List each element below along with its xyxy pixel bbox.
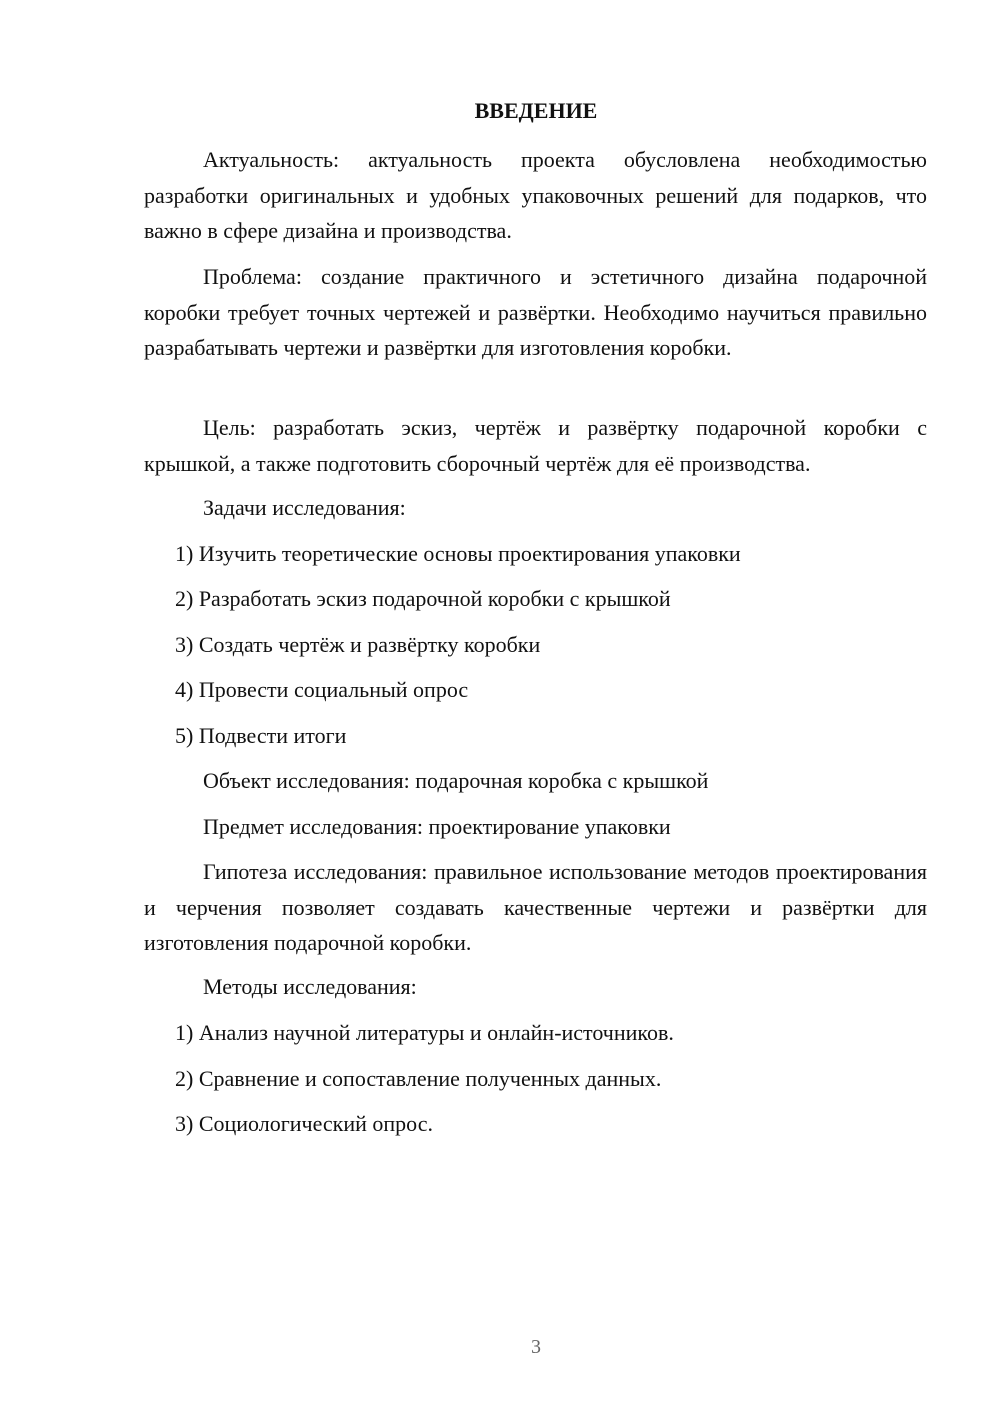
hypothesis-text: Гипотеза исследования: правильное использование методов проектирования и черчения позволяет создавать качественные чертежи и развёртки для изготовления подарочной коробки. — [144, 859, 927, 955]
tasks-list-item-4 — [144, 672, 927, 708]
page-number: 3 — [531, 1336, 541, 1358]
page-title: ВВЕДЕНИЕ — [474, 98, 598, 123]
relevance-text: Актуальность: актуальность проекта обусловлена необходимостью разработки оригинальных и удобных упаковочных решений для подарков, что важно в сфере дизайна и производства. — [144, 147, 927, 243]
object-text: Объект исследования: подарочная коробка с крышкой — [203, 768, 709, 793]
list-item: 2) Разработать эскиз подарочной коробки с крышкой — [175, 586, 671, 611]
tasks-list-item-1 — [144, 536, 927, 572]
list-item: 5) Подвести итоги — [175, 723, 347, 748]
subject-text: Предмет исследования: проектирование упаковки — [203, 814, 671, 839]
problem-text: Проблема: создание практичного и эстетичного дизайна подарочной коробки требует точных чертежей и развёртки. Необходимо научиться правильно разрабатывать чертежи и развёртки для изготовления коробки. — [144, 264, 927, 360]
list-item: 4) Провести социальный опрос — [175, 677, 469, 702]
methods-heading: Методы исследования: — [203, 974, 417, 999]
tasks-heading-block — [144, 490, 927, 526]
list-item: 3) Создать чертёж и развёртку коробки — [175, 632, 541, 657]
relevance-paragraph — [144, 142, 927, 249]
hypothesis-paragraph — [144, 854, 927, 961]
methods-heading-block — [144, 969, 927, 1005]
tasks-list-item-5 — [144, 718, 927, 754]
tasks-heading: Задачи исследования: — [203, 495, 406, 520]
object-block — [144, 763, 927, 799]
goal-text: Цель: разработать эскиз, чертёж и развёртку подарочной коробки с крышкой, а также подготовить сборочный чертёж для её производства. — [144, 415, 927, 476]
goal-paragraph — [144, 410, 927, 481]
list-item: 1) Анализ научной литературы и онлайн-источников. — [175, 1020, 674, 1045]
list-item: 2) Сравнение и сопоставление полученных данных. — [175, 1066, 662, 1091]
tasks-list-item-2 — [144, 581, 927, 617]
methods-list-item-3 — [144, 1106, 927, 1142]
tasks-list-item-3 — [144, 627, 927, 663]
methods-list-item-1 — [144, 1015, 927, 1051]
problem-paragraph — [144, 259, 927, 366]
list-item: 1) Изучить теоретические основы проектирования упаковки — [175, 541, 741, 566]
list-item: 3) Социологический опрос. — [175, 1111, 433, 1136]
methods-list-item-2 — [144, 1061, 927, 1097]
subject-block — [144, 809, 927, 845]
